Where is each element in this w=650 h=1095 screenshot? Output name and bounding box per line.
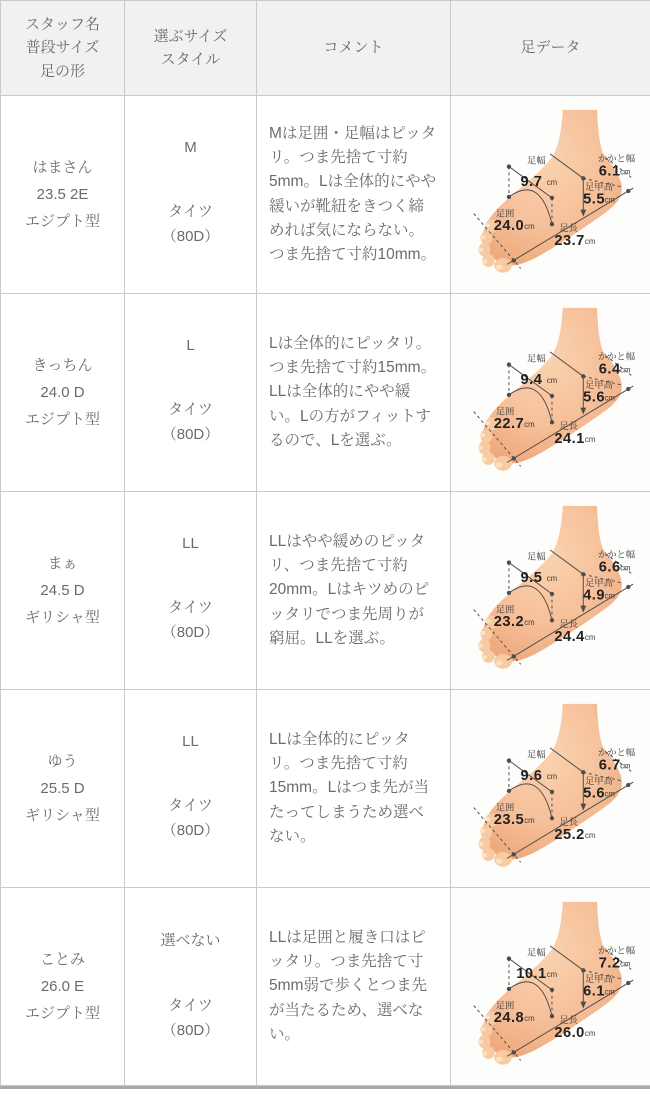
header-size-line: 選ぶサイズ bbox=[153, 27, 228, 45]
girth-label: 足囲 bbox=[495, 604, 514, 615]
length-unit: cm bbox=[584, 830, 595, 840]
comment-text: Mは足囲・足幅はピッタリ。つま先捨て寸約5mm。Lは全体的にやや緩いが靴紐をきつく締めれば気にならない。つま先捨て寸約10mm。 bbox=[269, 125, 437, 263]
instep-unit: cm bbox=[603, 591, 615, 601]
girth-label: 足囲 bbox=[495, 802, 514, 813]
instep-unit: cm bbox=[603, 789, 615, 799]
girth-label: 足囲 bbox=[495, 208, 514, 219]
staff-cell bbox=[1, 492, 125, 690]
instep-label: 足甲高 bbox=[584, 380, 613, 391]
style-line: （80D） bbox=[161, 822, 220, 839]
girth-value: 23.2 bbox=[493, 614, 524, 631]
chosen-size: L bbox=[186, 337, 195, 355]
instep-value: 5.6 bbox=[582, 389, 605, 406]
heel-label: かかと幅 bbox=[597, 549, 635, 560]
size-cell bbox=[125, 888, 257, 1086]
staff-name: ゆう bbox=[47, 753, 78, 770]
size-cell bbox=[125, 690, 257, 888]
table-row bbox=[1, 888, 650, 1086]
style-info bbox=[129, 596, 252, 646]
length-label: 足長 bbox=[558, 223, 578, 234]
width-unit: cm bbox=[546, 574, 557, 584]
length-unit: cm bbox=[584, 236, 595, 246]
comment-cell bbox=[257, 888, 451, 1086]
length-label: 足長 bbox=[558, 817, 578, 828]
girth-value: 24.0 bbox=[493, 218, 524, 235]
instep-label: 足甲高 bbox=[584, 182, 613, 193]
style-info bbox=[129, 398, 252, 448]
style-line: （80D） bbox=[161, 228, 220, 245]
staff-usual-size: 24.5 D bbox=[40, 582, 85, 599]
length-unit: cm bbox=[584, 632, 595, 642]
table-row bbox=[1, 294, 650, 492]
staff-foot-shape: ギリシャ型 bbox=[25, 609, 100, 626]
staff-foot-shape: エジプト型 bbox=[24, 411, 100, 428]
width-unit: cm bbox=[546, 178, 557, 188]
style-line: （80D） bbox=[161, 1022, 220, 1039]
foot-measurement-diagram bbox=[458, 498, 644, 678]
width-unit: cm bbox=[546, 772, 557, 782]
header-staff-line: スタッフ名 bbox=[24, 16, 100, 34]
length-label: 足長 bbox=[558, 1015, 578, 1026]
girth-unit: cm bbox=[523, 222, 535, 232]
staff-usual-size: 25.5 D bbox=[40, 780, 85, 797]
girth-value: 22.7 bbox=[493, 416, 524, 433]
foot-data-cell bbox=[451, 690, 650, 888]
length-value: 24.4 bbox=[553, 628, 585, 645]
staff-cell bbox=[1, 888, 125, 1086]
chosen-size: 選べない bbox=[160, 932, 221, 950]
style-info bbox=[129, 994, 252, 1044]
girth-unit: cm bbox=[523, 816, 535, 826]
foot-measurement-diagram bbox=[458, 696, 644, 876]
header-staff-line: 足の形 bbox=[39, 62, 85, 80]
style-line: タイツ bbox=[168, 203, 213, 221]
comment-text: LLは全体的にピッタリ。つま先捨て寸約15mm。Lはつま先が当たってしまうため選べない。 bbox=[269, 731, 430, 845]
staff-foot-shape: エジプト型 bbox=[24, 213, 100, 230]
instep-unit: cm bbox=[603, 987, 615, 997]
chosen-size: LL bbox=[182, 535, 199, 553]
instep-unit: cm bbox=[603, 393, 615, 403]
instep-value: 4.9 bbox=[582, 587, 605, 604]
style-line: タイツ bbox=[168, 797, 213, 815]
header-size-line: スタイル bbox=[160, 51, 221, 68]
width-label: 足幅 bbox=[526, 155, 546, 166]
table-row bbox=[1, 492, 650, 690]
style-line: タイツ bbox=[168, 599, 213, 617]
foot-data-cell bbox=[451, 492, 650, 690]
length-label: 足長 bbox=[558, 421, 578, 432]
comment-cell bbox=[257, 294, 451, 492]
length-value: 24.1 bbox=[553, 430, 585, 447]
foot-diagram-host bbox=[458, 102, 644, 282]
comment-text: LLは足囲と履き口はピッタリ。つま先捨て寸5mm弱で歩くとつま先が当たるため、選べない。 bbox=[269, 929, 428, 1043]
table-row bbox=[1, 690, 650, 888]
comment-text: Lは全体的にピッタリ。つま先捨て寸約15mm。LLは全体的にやや緩い。Lの方がフィットするので、Lを選ぶ。 bbox=[269, 335, 437, 449]
foot-diagram-host bbox=[458, 300, 644, 480]
width-label: 足幅 bbox=[526, 353, 546, 364]
length-unit: cm bbox=[584, 1028, 595, 1038]
foot-measurement-diagram bbox=[458, 300, 644, 480]
width-value: 10.1 bbox=[515, 966, 547, 983]
size-cell bbox=[125, 294, 257, 492]
length-unit: cm bbox=[584, 434, 595, 444]
size-cell bbox=[125, 96, 257, 294]
heel-label: かかと幅 bbox=[597, 351, 635, 362]
heel-unit: cm bbox=[619, 761, 631, 771]
girth-label: 足囲 bbox=[495, 1000, 514, 1011]
comment-cell bbox=[257, 492, 451, 690]
width-value: 9.5 bbox=[520, 570, 542, 587]
width-unit: cm bbox=[546, 376, 557, 386]
width-label: 足幅 bbox=[526, 551, 546, 562]
header-foot-data: 足データ bbox=[451, 1, 650, 96]
heel-unit: cm bbox=[619, 563, 631, 573]
width-label: 足幅 bbox=[526, 947, 546, 958]
staff-usual-size: 26.0 E bbox=[40, 978, 85, 995]
style-info bbox=[129, 200, 252, 250]
header-staff bbox=[1, 1, 125, 96]
girth-value: 23.5 bbox=[493, 812, 524, 829]
staff-usual-size: 24.0 D bbox=[40, 384, 85, 401]
foot-measurement-diagram bbox=[458, 894, 644, 1074]
style-line: タイツ bbox=[168, 997, 213, 1015]
staff-cell bbox=[1, 96, 125, 294]
foot-diagram-host bbox=[458, 894, 644, 1074]
staff-name: きっちん bbox=[32, 357, 93, 374]
table-header-row bbox=[1, 1, 650, 96]
header-staff-line: 普段サイズ bbox=[25, 39, 100, 57]
instep-label: 足甲高 bbox=[584, 578, 613, 589]
foot-diagram-host bbox=[458, 498, 644, 678]
staff-cell bbox=[1, 690, 125, 888]
heel-unit: cm bbox=[619, 167, 631, 177]
instep-label: 足甲高 bbox=[584, 776, 613, 787]
girth-unit: cm bbox=[523, 1014, 535, 1024]
comment-cell bbox=[257, 96, 451, 294]
width-label: 足幅 bbox=[526, 749, 546, 760]
width-value: 9.6 bbox=[520, 768, 542, 785]
instep-value: 6.1 bbox=[582, 983, 605, 1000]
girth-unit: cm bbox=[523, 420, 535, 430]
staff-name: はまさん bbox=[32, 159, 93, 176]
chosen-size: M bbox=[184, 139, 197, 157]
length-value: 26.0 bbox=[553, 1024, 585, 1041]
foot-data-cell bbox=[451, 96, 650, 294]
heel-value: 6.1 bbox=[598, 163, 621, 180]
chosen-size: LL bbox=[182, 733, 199, 751]
table-row bbox=[1, 96, 650, 294]
staff-foot-shape: ギリシャ型 bbox=[25, 807, 100, 824]
girth-unit: cm bbox=[523, 618, 535, 628]
width-value: 9.4 bbox=[520, 372, 542, 389]
staff-name: ことみ bbox=[39, 951, 85, 968]
foot-data-cell bbox=[451, 294, 650, 492]
comment-cell bbox=[257, 690, 451, 888]
width-value: 9.7 bbox=[520, 174, 542, 191]
heel-value: 6.6 bbox=[598, 559, 621, 576]
staff-usual-size: 23.5 2E bbox=[36, 186, 89, 203]
style-line: タイツ bbox=[168, 401, 213, 419]
staff-foot-shape: エジプト型 bbox=[24, 1005, 100, 1022]
width-unit: cm bbox=[546, 970, 557, 980]
instep-value: 5.5 bbox=[582, 191, 605, 208]
heel-label: かかと幅 bbox=[597, 153, 635, 164]
girth-label: 足囲 bbox=[495, 406, 514, 417]
style-line: （80D） bbox=[161, 624, 220, 641]
length-label: 足長 bbox=[558, 619, 578, 630]
heel-unit: cm bbox=[619, 959, 631, 969]
length-value: 23.7 bbox=[553, 232, 585, 249]
table-bottom-border bbox=[0, 1086, 650, 1089]
girth-value: 24.8 bbox=[493, 1010, 524, 1027]
comment-text: LLはやや緩めのピッタリ、つま先捨て寸約20mm。Lはキツめのピッタリでつま先周りが窮屈。LLを選ぶ。 bbox=[269, 533, 430, 647]
staff-name: まぁ bbox=[47, 555, 78, 572]
foot-diagram-host bbox=[458, 696, 644, 876]
instep-unit: cm bbox=[603, 195, 615, 205]
foot-data-cell bbox=[451, 888, 650, 1086]
heel-label: かかと幅 bbox=[597, 945, 635, 956]
heel-value: 7.2 bbox=[598, 955, 621, 972]
instep-value: 5.6 bbox=[582, 785, 605, 802]
heel-value: 6.4 bbox=[598, 361, 621, 378]
header-comment: コメント bbox=[257, 1, 451, 96]
instep-label: 足甲高 bbox=[584, 974, 613, 985]
heel-label: かかと幅 bbox=[597, 747, 635, 758]
style-line: （80D） bbox=[161, 426, 220, 443]
header-size bbox=[125, 1, 257, 96]
heel-unit: cm bbox=[619, 365, 631, 375]
heel-value: 6.7 bbox=[598, 757, 621, 774]
size-cell bbox=[125, 492, 257, 690]
length-value: 25.2 bbox=[553, 826, 585, 843]
style-info bbox=[129, 794, 252, 844]
staff-cell bbox=[1, 294, 125, 492]
foot-measurement-diagram bbox=[458, 102, 644, 282]
